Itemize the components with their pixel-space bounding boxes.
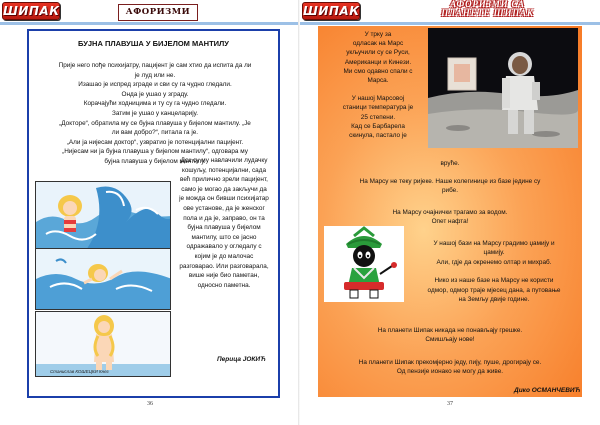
intro-line: Марса. <box>367 77 389 85</box>
story-line: којим је до малочас <box>194 252 254 260</box>
body-line: вруће. <box>440 160 460 167</box>
story-line: је луд или не. <box>134 71 176 79</box>
story-line: ове установе, да је женског <box>183 204 265 212</box>
story-line: „Али ја нијесам доктор“, узвратио је потенцијални пацијент. <box>66 138 244 146</box>
shipak-logo <box>2 2 60 20</box>
author-signature: Перица ЈОКИЋ <box>217 356 266 363</box>
header-line: ПЛАНЕТЕ ШИПАК <box>441 8 534 18</box>
story-line: бујна плавуша у бијелом <box>187 224 261 232</box>
story-line: бујна плавуша у бијелом мантилу. <box>104 157 206 165</box>
story-frame <box>27 29 280 398</box>
side-line: Али, гдје да окренемо олтар и михраб. <box>436 258 552 266</box>
story-line: Затим је ушао у канцеларију. <box>112 109 198 117</box>
story-line: ли вам добро?“, питала га је. <box>111 129 199 137</box>
story-line: „Докторе“, обратила му се бујна плавуша у бијелом мантилу. „Је <box>59 119 251 127</box>
page-number: 36 <box>147 401 153 407</box>
side-line: одмор, одмор траје мјесец дана, а путовање <box>427 286 561 294</box>
story-top-text <box>35 61 275 167</box>
side-line: цамију. <box>483 249 505 257</box>
body-line: На Марсу не теку ријеке. Наше колегинице из базе једине су <box>359 178 541 185</box>
logo-text: ШИПАК <box>303 4 360 18</box>
section-label-box <box>118 4 198 21</box>
body-line: Од пензије ионако не могу да живе. <box>396 368 504 375</box>
story-line: само је могао да закључи да <box>181 185 267 193</box>
logo-text: ШИПАК <box>3 4 60 18</box>
side-line: на Земљу двије године. <box>458 296 530 304</box>
story-line: је можда он бивши психијатар <box>179 195 269 203</box>
story-line: Изашао је испред зграде и сви су га чудно гледали. <box>78 81 232 89</box>
top-bar <box>300 22 600 25</box>
story-line: односно паметна. <box>197 281 251 289</box>
story-line: Онда је ушао у зграду. <box>121 90 189 98</box>
story-line: кошуљу, потенцијални, сада <box>181 166 267 174</box>
intro-line <box>330 85 426 94</box>
intro-line: 25 степени. <box>360 113 396 121</box>
cartoon-panel-waves <box>35 181 171 249</box>
page-header <box>415 0 560 18</box>
story-line: „Нијесам ни ја бујна плавуша у бијелом мантилу“, одговара му <box>62 148 248 156</box>
story-title: БУЈНА ПЛАВУША У БИЈЕЛОМ МАНТИЛУ <box>78 39 229 48</box>
intro-text <box>330 30 426 140</box>
side-line <box>408 267 580 276</box>
story-line: Док су му навлачили лудачку <box>180 157 268 164</box>
page-number: 37 <box>447 401 453 407</box>
content-panel <box>318 26 582 397</box>
header-line: АФОРИЗМИ СА <box>450 0 525 9</box>
right-page <box>300 0 600 425</box>
body-line: На Марсу очајнички трагамо за водом. <box>392 209 508 216</box>
intro-line: Кад се Барбарела <box>351 122 405 130</box>
story-line: више није био паметан, <box>188 272 260 280</box>
story-line: мантилу, што се јасно <box>191 233 257 241</box>
marvin-martian-image <box>324 226 404 302</box>
body-line: На планети Шипак прекомјерно једу, пију, пуше, дрогирају се. <box>358 359 542 366</box>
intro-line: Ми смо одавно спали с <box>343 67 413 75</box>
body-line: На планети Шипак никада не понављају грешке. <box>377 327 523 334</box>
body-line: Смишљају нове! <box>425 336 475 343</box>
intro-line: У нашој Марсовој <box>351 95 405 103</box>
cartoon-panel-blonde <box>35 311 171 377</box>
story-line: пола и да је, заправо, он та <box>183 214 265 222</box>
intro-line: станици температура је <box>342 104 414 112</box>
story-line: већ прилично зрели пацијент, <box>180 176 268 184</box>
top-bar <box>0 22 300 25</box>
side-block <box>408 239 580 304</box>
body-line: рибе. <box>441 187 459 194</box>
intro-line: У трку за <box>364 31 392 38</box>
intro-line: Американци и Кинези. <box>344 58 412 66</box>
side-line: Нико из наше базе на Марсу не користи <box>434 277 554 285</box>
shipak-logo <box>302 2 360 20</box>
story-line: Прије него пође психијатру, пацијент је сам хтио да испита да ли <box>58 62 252 69</box>
section-label: АФОРИЗМИ <box>125 7 191 17</box>
intro-line: укључили су се Руси, <box>346 49 410 57</box>
body-line: Опет нафта! <box>431 218 469 225</box>
intro-line: одласак на Марс <box>352 40 404 48</box>
author-signature: Дико ОСМАНЧЕВИЋ <box>514 387 581 394</box>
story-line: Корачајући ходницима и ту су га чудно гледали. <box>83 100 227 108</box>
side-line: У нашој бази на Марсу градимо џамију и <box>433 240 555 247</box>
cartoon-caption: Станислав КОШЕЦКИ Кнез <box>50 369 109 374</box>
cartoon-panel-swimmer <box>35 248 171 310</box>
story-right-text <box>171 156 277 290</box>
story-line: разговарао. Или разговарала, <box>179 262 269 270</box>
astronaut-moon-photo <box>428 28 578 148</box>
story-line: одражавало у огледалу с <box>186 243 262 251</box>
intro-line: скинула, пастало је <box>349 132 407 140</box>
